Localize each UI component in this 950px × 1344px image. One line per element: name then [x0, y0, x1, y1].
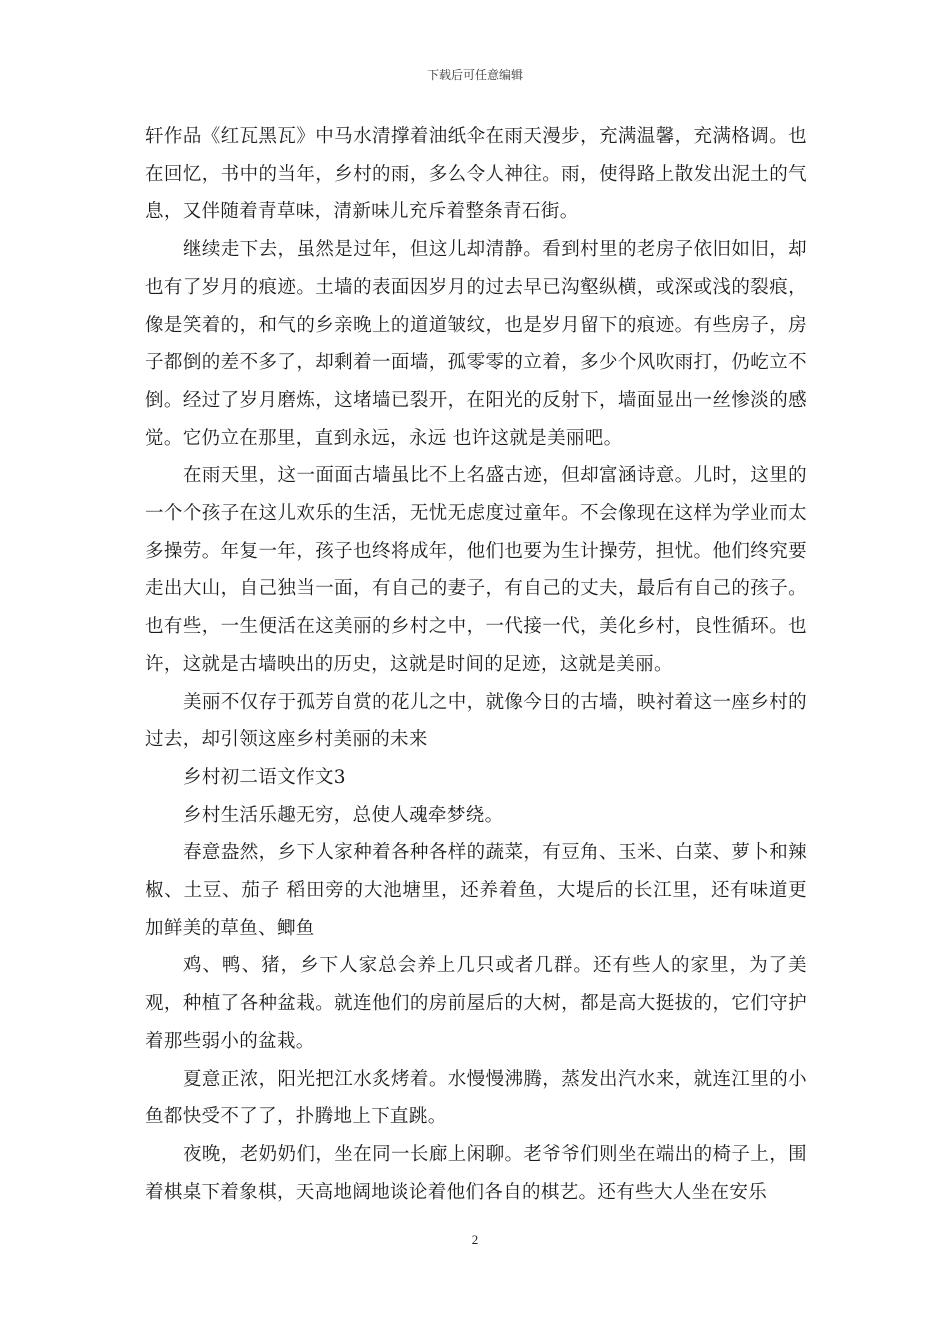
- paragraph: 继续走下去，虽然是过年，但这儿却清静。看到村里的老房子依旧如旧，却也有了岁月的痕迹。土墙的表面因岁月的过去早已沟壑纵横，或深或浅的裂痕，像是笑着的，和气的乡亲晚上的道道皱纹，也是岁月留下的痕迹。有些房子，房子都倒的差不多了，却剩着一面墙，孤零零的立着，多少个风吹雨打，仍屹立不倒。经过了岁月磨炼，这堵墙已裂开，在阳光的反射下，墙面显出一丝惨淡的感觉。它仍立在那里，直到永远，永远 也许这就是美丽吧。: [145, 239, 807, 449]
- document-body: [145, 118, 807, 1211]
- paragraph: 在雨天里，这一面面古墙虽比不上名盛古迹，但却富涵诗意。儿时，这里的一个个孩子在这儿欢乐的生活，无忧无虑度过童年。不会像现在这样为学业而太多操劳。年复一年，孩子也终将成年，他们也要为生计操劳，担忧。他们终究要走出大山，自己独当一面，有自己的妻子，有自己的丈夫，最后有自己的孩子。也有些，一生便活在这美丽的乡村之中，一代接一代，美化乡村，良性循环。也许，这就是古墙映出的历史，这就是时间的足迹，这就是美丽。: [145, 465, 807, 675]
- section-title: 乡村初二语文作文3: [183, 766, 346, 788]
- paragraph: 美丽不仅存于孤芳自赏的花儿之中，就像今日的古墙，映衬着这一座乡村的过去，却引领这座乡村美丽的未来: [145, 691, 807, 751]
- paragraph: 鸡、鸭、猪，乡下人家总会养上几只或者几群。还有些人的家里，为了美观，种植了各种盆栽。就连他们的房前屋后的大树，都是高大挺拔的，它们守护着那些弱小的盆栽。: [145, 955, 807, 1052]
- paragraph: 乡村生活乐趣无穷，总使人魂牵梦绕。: [183, 804, 504, 826]
- paragraph: 轩作品《红瓦黑瓦》中马水清撑着油纸伞在雨天漫步，充满温馨，充满格调。也在回忆，书中的当年，乡村的雨，多么令人神往。雨，使得路上散发出泥土的气息，又伴随着青草味，清新味儿充斥着整条青石街。: [145, 126, 807, 223]
- paragraph: 夜晚，老奶奶们，坐在同一长廊上闲聊。老爷爷们则坐在端出的椅子上，围着棋桌下着象棋，天高地阔地谈论着他们各自的棋艺。还有些大人坐在安乐: [145, 1143, 807, 1203]
- paragraph: 春意盎然，乡下人家种着各种各样的蔬菜，有豆角、玉米、白菜、萝卜和辣椒、土豆、茄子 稻田旁的大池塘里，还养着鱼，大堤后的长江里，还有味道更加鲜美的草鱼、鲫鱼: [145, 842, 807, 939]
- page-header: 下载后可任意编辑: [426, 68, 523, 82]
- paragraph: 夏意正浓，阳光把江水炙烤着。水慢慢沸腾，蒸发出汽水来，就连江里的小鱼都快受不了了，扑腾地上下直跳。: [145, 1068, 807, 1128]
- page-number: 2: [471, 1232, 479, 1247]
